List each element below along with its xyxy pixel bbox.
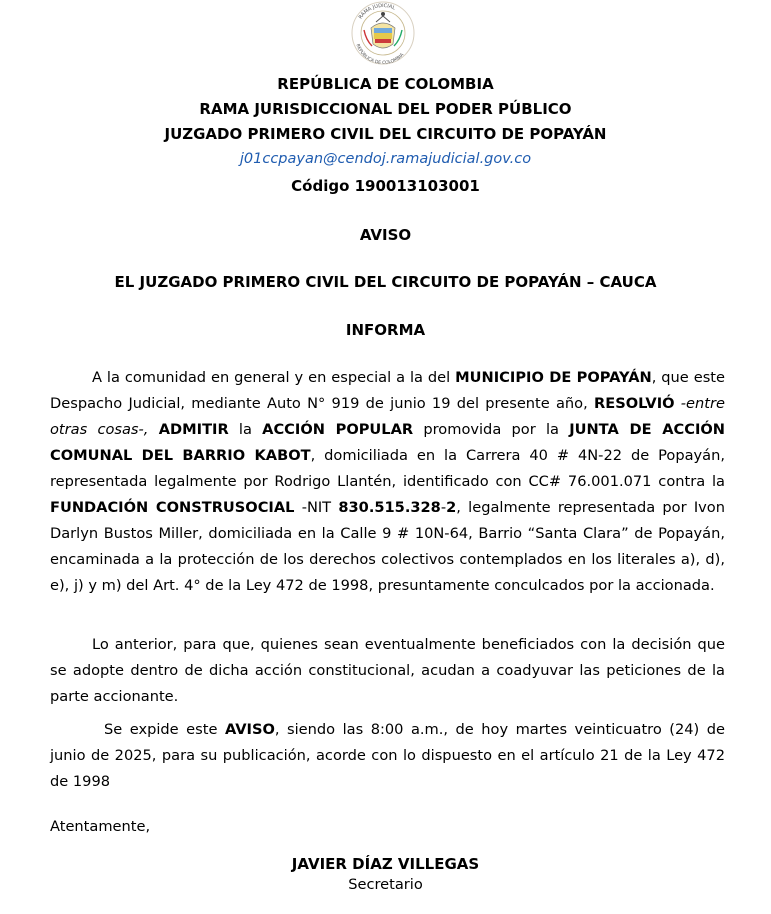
defendant-name: FUNDACIÓN CONSTRUSOCIAL	[50, 499, 295, 516]
court-code: Código 190013103001	[291, 177, 480, 195]
header-country: REPÚBLICA DE COLOMBIA	[277, 75, 494, 93]
paragraph-issuance: Se expide este AVISO, siendo las 8:00 a.m., de hoy martes veinticuatro (24) de junio de 2025, para su publicación, acorde con lo dispuesto en el artículo 21 de la Ley 472 de 1998	[50, 721, 725, 790]
document-title: AVISO	[359, 226, 412, 244]
paragraph-notice: A la comunidad en general y en especial a la del MUNICIPIO DE POPAYÁN, que este Despacho Judicial, mediante Auto N° 919 de junio 19 del presente año, RESOLVIÓ -entre otras cosas-, ADMITIR la ACCIÓN POPULAR promovida por la JUNTA DE ACCIÓN COMUNAL DEL BARRIO KABOT, domiciliada en la Carrera 40 # 4N-22 de Popayán, representada legalmente por Rodrigo Llantén, identificado con CC# 76.001.071 contra la FUNDACIÓN CONSTRUSOCIAL -NIT 830.515.328-2, legalmente representada por Ivon Darlyn Bustos Miller, domiciliada en la Calle 9 # 10N-64, Barrio “Santa Clara” de Popayán, encaminada a la protección de los derechos colectivos contemplados en los literales a), d), e), j) y m) del Art. 4° de la Ley 472 de 1998, presuntamente conculcados por la accionada.	[50, 369, 726, 594]
seal-ring-text-top: RAMA JUDICIAL	[357, 2, 396, 21]
paragraph-purpose: Lo anterior, para que, quienes sean eventualmente beneficiados con la decisión que se adopte dentro de dicha acción constitucional, acudan a coadyuvar las peticiones de la parte accionante.	[50, 636, 725, 705]
seal-ring-text-bottom: REPÚBLICA DE COLOMBIA	[354, 43, 406, 66]
signer-name: JAVIER DÍAZ VILLEGAS	[291, 855, 480, 873]
header-court: JUZGADO PRIMERO CIVIL DEL CIRCUITO DE POPAYÁN	[164, 125, 607, 143]
closing-salutation: Atentamente,	[50, 818, 151, 835]
rama-judicial-seal-logo	[342, 0, 424, 66]
informa-heading: INFORMA	[345, 321, 426, 339]
court-email: j01ccpayan@cendoj.ramajudicial.gov.co	[239, 151, 532, 167]
plaintiff-name: JUNTA DE ACCIÓN COMUNAL DEL BARRIO KABOT	[50, 421, 726, 464]
signer-role: Secretario	[348, 876, 423, 893]
issuer-line: EL JUZGADO PRIMERO CIVIL DEL CIRCUITO DE POPAYÁN – CAUCA	[114, 273, 657, 291]
header-branch: RAMA JURISDICCIONAL DEL PODER PÚBLICO	[199, 100, 572, 118]
municipality-name: MUNICIPIO DE POPAYÁN	[455, 369, 652, 386]
